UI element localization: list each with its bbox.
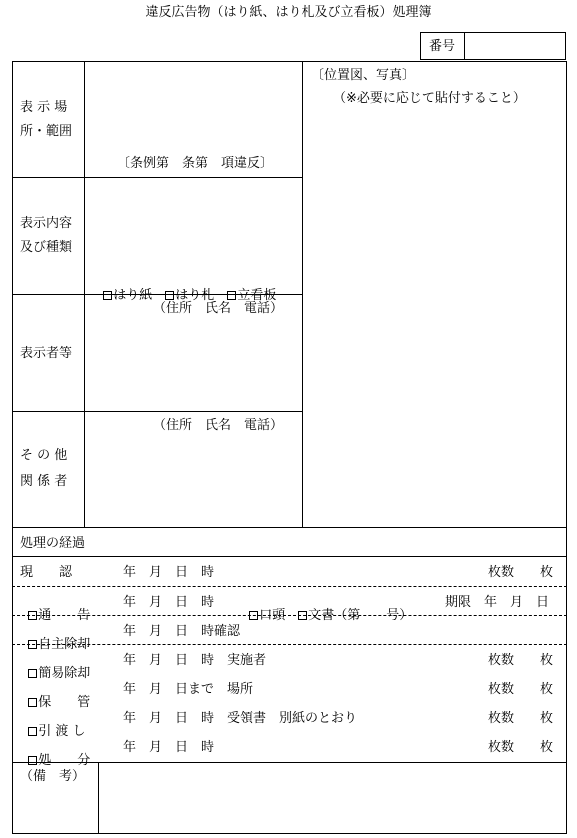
process-row-genin-count: 枚数 枚: [488, 565, 554, 580]
displayer-field[interactable]: [86, 320, 300, 408]
notice-method: [241, 596, 412, 622]
process-row-kani: [20, 654, 90, 680]
process-row-hokan: [20, 683, 90, 709]
map-note: （※必要に応じて貼付すること）: [333, 91, 526, 106]
checkbox-tate-kanban[interactable]: [227, 291, 236, 300]
other-field[interactable]: [86, 437, 300, 525]
type-option-2-label: はり札: [175, 288, 215, 303]
location-field[interactable]: [86, 63, 300, 153]
remarks-divider: [98, 762, 99, 834]
process-row-shobun-count: 枚数 枚: [488, 740, 554, 755]
process-row-hikiwatashi-count: 枚数 枚: [488, 711, 554, 726]
process-row-hokan-label: 保 管: [38, 695, 91, 710]
other-label-line1: そ の 他: [20, 448, 68, 463]
checkbox-shobun[interactable]: [28, 756, 37, 765]
remarks-field[interactable]: [100, 764, 565, 832]
process-row-tsukoku-label: 通 告: [38, 608, 91, 623]
number-label: 番号: [429, 39, 456, 54]
content-field[interactable]: [86, 180, 300, 268]
process-row-hikiwatashi-text: 年 月 日 時 受領書 別紙のとおり: [123, 711, 358, 726]
checkbox-tsukoku[interactable]: [28, 611, 37, 620]
map-photo-area[interactable]: [304, 110, 566, 525]
notice-doc-label: 文書（第 号）: [308, 608, 413, 623]
checkbox-hokan[interactable]: [28, 698, 37, 707]
row-divider-3: [12, 411, 303, 412]
checkbox-hari-gami[interactable]: [103, 291, 112, 300]
location-label-line2: 所・範囲: [20, 124, 73, 139]
type-option-3-label: 立看板: [237, 288, 277, 303]
checkbox-document[interactable]: [298, 611, 307, 620]
other-label-line2: 関 係 者: [20, 474, 68, 489]
process-row-jishu: [20, 625, 90, 651]
upper-section-bottom: [12, 527, 567, 528]
content-label-line1: 表示内容: [20, 216, 73, 231]
type-options: [95, 276, 276, 302]
document-title: 違反広告物（はり紙、はり札及び立看板）処理簿: [145, 5, 432, 20]
process-row-shobun-label: 処 分: [38, 753, 91, 768]
checkbox-kani-jokyaku[interactable]: [28, 669, 37, 678]
displayer-hint: （住所 氏名 電話）: [153, 301, 284, 316]
map-title: 〔位置図、写真〕: [311, 68, 416, 83]
number-input[interactable]: [465, 33, 565, 59]
process-row-hokan-text: 年 月 日まで 場所: [123, 682, 254, 697]
process-row-tsukoku: [20, 596, 90, 622]
process-row-hokan-count: 枚数 枚: [488, 682, 554, 697]
process-header: 処理の経過: [20, 536, 86, 551]
remarks-label: （備 考）: [20, 769, 86, 784]
checkbox-oral[interactable]: [249, 611, 258, 620]
process-row-hikiwatashi-label: 引 渡 し: [38, 724, 86, 739]
process-row-shobun-text: 年 月 日 時: [123, 740, 215, 755]
process-row-kani-label: 簡易除却: [38, 666, 91, 681]
process-row-kani-count: 枚数 枚: [488, 653, 554, 668]
process-row-jishu-text: 年 月 日 時確認: [123, 624, 241, 639]
ordinance-reference: 〔条例第 条第 項違反〕: [117, 156, 274, 171]
checkbox-hikiwatashi[interactable]: [28, 727, 37, 736]
other-hint: （住所 氏名 電話）: [153, 418, 284, 433]
process-row-genin-label: 現 認: [20, 565, 73, 580]
process-header-bottom: [12, 556, 567, 557]
dashed-separator-3: [12, 644, 567, 645]
process-row-jishu-label: 自主除却: [38, 637, 91, 652]
displayer-label: 表示者等: [20, 346, 73, 361]
location-label-line1: 表 示 場: [20, 100, 68, 115]
process-row-genin-text: 年 月 日 時: [123, 565, 215, 580]
checkbox-hari-fuda[interactable]: [165, 291, 174, 300]
notice-oral-label: 口頭: [259, 608, 286, 623]
checkbox-jishu-jokyaku[interactable]: [28, 640, 37, 649]
notice-deadline: 期限 年 月 日: [445, 595, 550, 610]
process-row-tsukoku-text: 年 月 日 時: [123, 595, 215, 610]
dashed-separator-1: [12, 586, 567, 587]
type-option-1-label: はり紙: [113, 288, 153, 303]
remarks-top: [12, 762, 567, 763]
process-row-kani-text: 年 月 日 時 実施者: [123, 653, 267, 668]
content-label-line2: 及び種類: [20, 240, 73, 255]
row-divider-1: [12, 177, 303, 178]
process-row-shobun: [20, 741, 90, 767]
process-row-hikiwatashi: [20, 712, 86, 738]
